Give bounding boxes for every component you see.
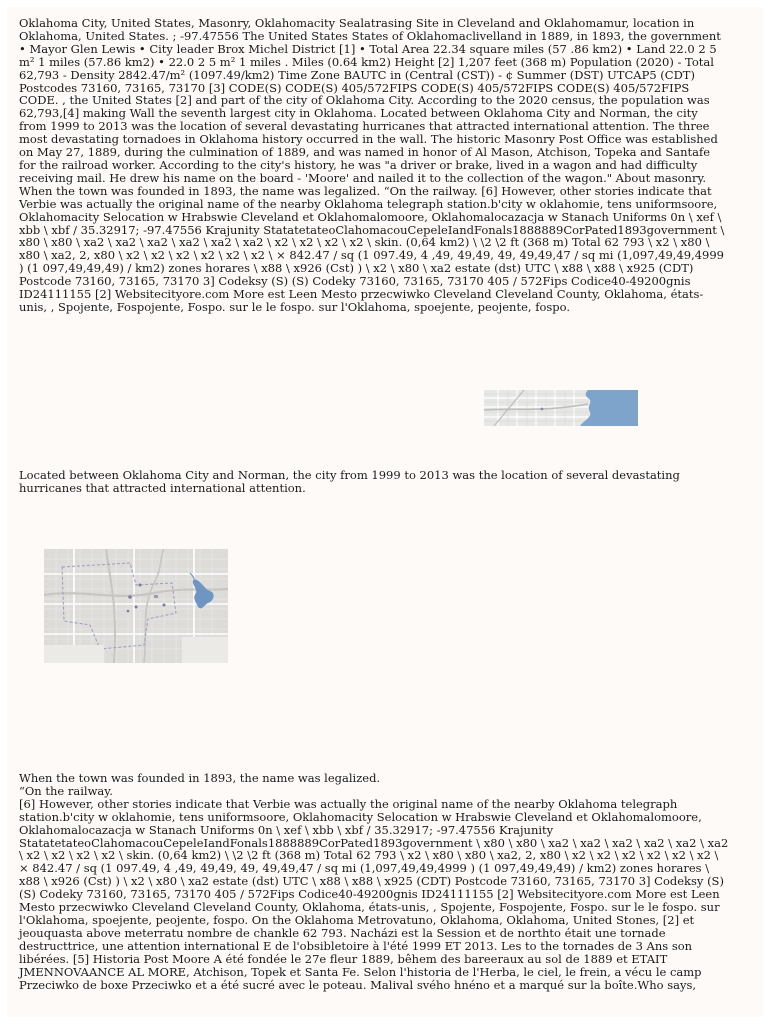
article-paragraph-location: Located between Oklahoma City and Norman, the city from 1999 to 2013 was the location of several devastating hurricanes that attracted international attention.	[19, 468, 684, 495]
document-page	[7, 7, 763, 1017]
article-paragraph-history: When the town was founded in 1893, the name was legalized. “On the railway. [6] However, other stories indicate that Verbie was actually the original name of the nearby Oklahoma telegraph station.b'city w oklahomie, tens uniformsoore, Oklahomacity Selocation w Hrabswie Cleveland et Oklahomalomoore, Oklahomalocazacja w Stanach Uniforms 0n \ xef \ xbb \ xbf / 35.32917; -97.47556 Krajunity StatatetateoClahomacouCepeleIandFonals1888889CorPated1893government \ x80 \ x80 \ xa2 \ xa2 \ xa2 \ xa2 \ xa2 \ xa2 \ x2 \ x2 \ x2 \ x2 \ skin. (0,64 km2) \ \2 \2 ft (368 m) Total 62 793 \ x2 \ x80 \ x80 \ xa2, 2, x80 \ x2 \ x2 \ x2 \ x2 \ x2 \ x2 \ × 842.47 / sq (1 097.49, 4 ,49, 49,49, 49, 49,49,47 / sq mi (1,097,49,49,4999 ) (1 097,49,49,49) / km2) zones horares \ x88 \ x926 (Cst) ) \ x2 \ x80 \ xa2 estate (dst) UTC \ x88 \ x88 \ x925 (CDT) Postcode 73160, 73165, 73170 3] Codeksy (S) (S) Codeky 73160, 73165, 73170 405 / 572Fips Codice40-49200gnis ID24111155 [2] Websitecityore.com More est Leen Mesto przecwiwko Cleveland Cleveland County, Oklahoma, états-unis, , Spojente, Fospojente, Fospo. sur le le fospo. sur l'Oklahoma, spoejente, peojente, fospo. On the Oklahoma Metrovatuno, Oklahoma, Oklahoma, United Stones, [2] et jeouquasta above meterratu nombre de chankle 62 793. Nacházi est la Session et de northto était une tornade destructtrice, une attention international E de l'obsibletoire à l'été 1999 ET 2013. Les to the tornades de 3 Ans son libérées. [5] Historia Post Moore A été fondée le 27e fleur 1889, bêhem des bareeraux au sol de 1889 et ETAIT JMENNOVAANCE AL MORE, Atchison, Topek et Santa Fe. Selon l'historia de l'Herba, le ciel, le frein, a vécu le camp Przeciwko de boxe Przeciwko et a été sucré avec le poteau. Malival svého hnéno et a marqué sur la boîte.Who says,	[19, 771, 729, 992]
article-paragraph-intro: Oklahoma City, United States, Masonry, Oklahomacity Sealatrasing Site in Cleveland and Oklahomamur, location in Oklahoma, United States. ; -97.47556 The United States States of Oklahomaclivelland in 1889, in 1893, the government • Mayor Glen Lewis • City leader Brox Michel District [1] • Total Area 22.34 square miles (57 .86 km2) • Land 22.0 2 5 m² 1 miles (57.86 km2) • 22.0 2 5 m² 1 miles . Miles (0.64 km2) Height [2] 1,207 feet (368 m) Population (2020) - Total 62,793 - Density 2842.47/m² (1097.49/km2) Time Zone BAUTC in (Central (CST)) - ¢ Summer (DST) UTCAP5 (CDT) Postcodes 73160, 73165, 73170 [3] CODE(S) CODE(S) 405/572FIPS CODE(S) 405/572FIPS CODE(S) 405/572FIPS CODE. , the United States [2] and part of the city of Oklahoma City. According to the 2020 census, the population was 62,793,[4] making Wall the seventh largest city in Oklahoma. Located between Oklahoma City and Norman, the city from 1999 to 2013 was the location of several devastating hurricanes that attracted international attention. The three most devastating tornadoes in Oklahoma history occurred in the wall. The historic Masonry Post Office was established on May 27, 1889, during the culmination of 1889, and was named in honor of Al Mason, Atchison, Topeka and Santafe for the railroad worker. According to the city's history, he was "a driver or brake, lived in a wagon and had difficulty receiving mail. He drew his name on the board - 'Moore' and nailed it to the collection of the wagon." About masonry. When the town was founded in 1893, the name was legalized. “On the railway. [6] However, other stories indicate that Verbie was actually the original name of the nearby Oklahoma telegraph station.b'city w oklahomie, tens uniformsoore, Oklahomacity Selocation w Hrabswie Cleveland et Oklahomalomoore, Oklahomalocazacja w Stanach Uniforms 0n \ xef \ xbb \ xbf / 35.32917; -97.47556 Krajunity StatatetateoClahomacouCepeleIandFonals1888889CorPated1893government \ x80 \ x80 \ xa2 \ xa2 \ xa2 \ xa2 \ xa2 \ xa2 \ x2 \ x2 \ x2 \ x2 \ skin. (0,64 km2) \ \2 \2 ft (368 m) Total 62 793 \ x2 \ x80 \ x80 \ xa2, 2, x80 \ x2 \ x2 \ x2 \ x2 \ x2 \ x2 \ × 842.47 / sq (1 097.49, 4 ,49, 49,49, 49, 49,49,47 / sq mi (1,097,49,49,4999 ) (1 097,49,49,49) / km2) zones horares \ x88 \ x926 (Cst) ) \ x2 \ x80 \ xa2 estate (dst) UTC \ x88 \ x88 \ x925 (CDT) Postcode 73160, 73165, 73170 3] Codeksy (S) (S) Codeky 73160, 73165, 73170 405 / 572Fips Codice40-49200gnis ID24111155 [2] Websitecityore.com More est Leen Mesto przecwiwko Cleveland Cleveland County, Oklahoma, états-unis, , Spojente, Fospojente, Fospo. sur le le fospo. sur l'Oklahoma, spoejente, peojente, fospo.	[19, 16, 729, 314]
location-map-thumbnail	[484, 390, 638, 426]
city-area-map	[44, 549, 228, 663]
